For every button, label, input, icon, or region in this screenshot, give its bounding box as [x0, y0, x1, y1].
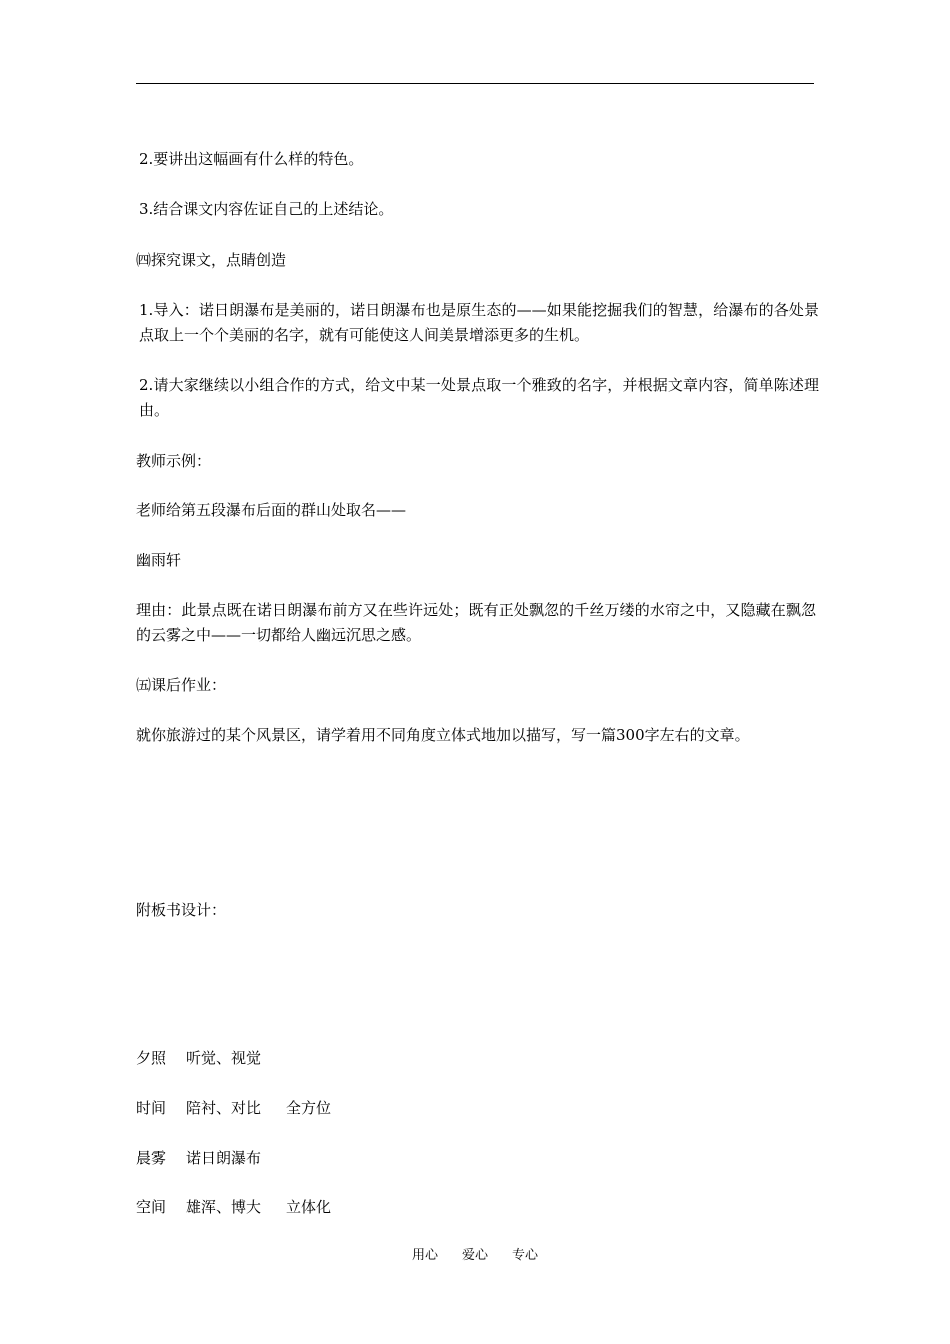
- board-cell: 晨雾: [136, 1149, 167, 1167]
- board-cell: 夕照: [136, 1049, 167, 1067]
- page-footer: [0, 1246, 950, 1266]
- board-cell: 陪衬、对比: [186, 1099, 262, 1117]
- section-heading-board-design: 附板书设计：: [136, 901, 227, 919]
- paragraph-requirement-3: 3.结合课文内容佐证自己的上述结论。: [139, 200, 394, 218]
- board-cell: 全方位: [286, 1099, 332, 1117]
- section-heading-explore: ㈣探究课文，点睛创造: [136, 251, 287, 269]
- footer-item: 用心: [411, 1248, 438, 1263]
- board-row: [136, 1195, 816, 1220]
- paragraph-requirement-2: 2.要讲出这幅画有什么样的特色。: [139, 150, 364, 168]
- board-row: [136, 1146, 816, 1171]
- footer-item: 爱心: [461, 1248, 488, 1263]
- board-cell: 空间: [136, 1198, 167, 1216]
- paragraph-group-task: 2.请大家继续以小组合作的方式，给文中某一处景点取一个雅致的名字，并根据文章内容，简单陈述理由。: [139, 376, 819, 419]
- paragraph-reason: 理由：此景点既在诺日朗瀑布前方又在些许远处；既有正处飘忽的千丝万缕的水帘之中，又隐藏在飘忽的云雾之中——一切都给人幽远沉思之感。: [136, 601, 816, 644]
- paragraph-teacher-example: 老师给第五段瀑布后面的群山处取名——: [136, 501, 407, 519]
- header-rule: [136, 83, 814, 84]
- footer-item: 专心: [512, 1248, 539, 1263]
- paragraph-intro: 1.导入：诺日朗瀑布是美丽的，诺日朗瀑布也是原生态的——如果能挖掘我们的智慧，给瀑布的各处景点取上一个个美丽的名字，就有可能使这人间美景增添更多的生机。: [139, 301, 819, 344]
- board-cell: 立体化: [286, 1198, 332, 1216]
- board-cell: 时间: [136, 1099, 167, 1117]
- paragraph-homework: 就你旅游过的某个风景区，请学着用不同角度立体式地加以描写，写一篇300字左右的文章。: [136, 726, 750, 744]
- paragraph-teacher-example-label: 教师示例：: [136, 452, 212, 470]
- board-cell: 听觉、视觉: [186, 1049, 262, 1067]
- board-row: [136, 1096, 816, 1121]
- paragraph-name-example: 幽雨轩: [136, 551, 182, 569]
- section-heading-homework: ㈤课后作业：: [136, 676, 227, 694]
- board-cell: 诺日朗瀑布: [186, 1149, 262, 1167]
- board-cell: 雄浑、博大: [186, 1198, 262, 1216]
- board-row: [136, 1046, 816, 1071]
